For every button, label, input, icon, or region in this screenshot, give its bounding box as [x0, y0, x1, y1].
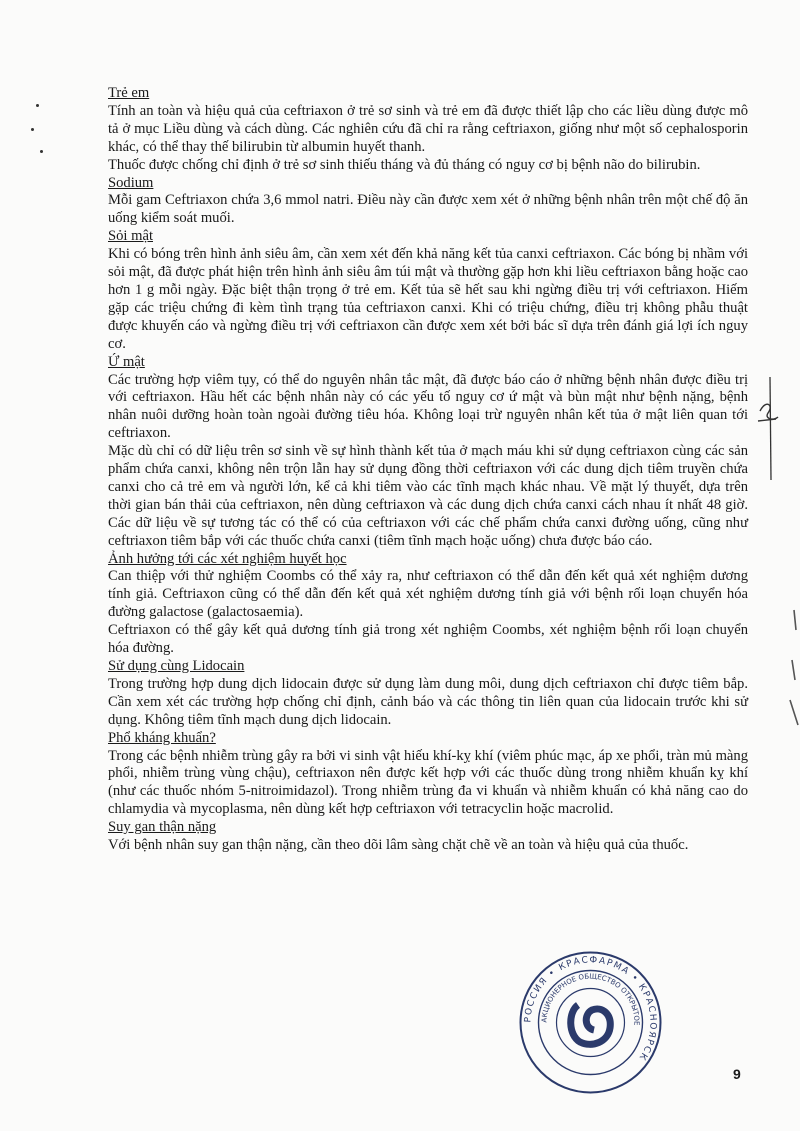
section-paragraph: Trong trường hợp dung dịch lidocain được sử dụng làm dung môi, dung dịch ceftriaxon chỉ được tiêm bắp. Cần xem xét các trường hợp chống chỉ định, cảnh báo và các thông tin liên quan của lidocain trước khi sử dụng. Không tiêm tĩnh mạch dung dịch lidocain. — [108, 675, 748, 728]
section-heading: Phổ kháng khuẩn? — [108, 729, 216, 746]
svg-text:РОССИЯ • КРАСФАРМА • КРАСНОЯРС: РОССИЯ • КРАСФАРМА • КРАСНОЯРСК — [523, 955, 658, 1063]
section-paragraph: Mỗi gam Ceftriaxon chứa 3,6 mmol natri. Điều này cần được xem xét ở những bệnh nhân trên một chế độ ăn uống kiểm soát muối. — [108, 192, 748, 227]
section-heading: Ứ mật — [108, 353, 145, 370]
section-paragraph: Khi có bóng trên hình ảnh siêu âm, cần xem xét đến khả năng kết tủa canxi ceftriaxon. Các bóng bị nhầm với sỏi mật, đã được phát hiện trên hình ảnh siêu âm túi mật và thường gặp hơn khi liều ceftriaxon bằng hoặc cao hơn 1 g mỗi ngày. Đặc biệt thận trọng ở trẻ em. Kết tủa sẽ hết sau khi ngừng điều trị với ceftriaxon. Hiếm gặp các triệu chứng đi kèm tình trạng tủa ceftriaxon canxi. Khi có triệu chứng, điều trị không phẫu thuật được khuyến cáo và ngừng điều trị với ceftriaxon cần được xem xét bởi bác sĩ dựa trên đánh giá lợi ích nguy cơ. — [108, 246, 748, 352]
section-paragraph: Với bệnh nhân suy gan thận nặng, cần theo dõi lâm sàng chặt chẽ về an toàn và hiệu quả của thuốc. — [108, 837, 689, 854]
page-number: 9 — [733, 1066, 741, 1082]
section-paragraph: Các trường hợp viêm tụy, có thể do nguyên nhân tắc mật, đã được báo cáo ở những bệnh nhân được điều trị với ceftriaxon. Hầu hết các bệnh nhân này có các yếu tố nguy cơ ứ mật và bùn mật như bệnh nặng, bệnh nhân nuôi dưỡng hoàn toàn ngoài đường tiêu hóa. Không loại trừ nguyên nhân kết tủa ở mật liên quan tới ceftriaxon. — [108, 371, 748, 442]
margin-dot — [36, 104, 39, 107]
margin-dot — [31, 128, 34, 131]
company-seal — [518, 950, 663, 1095]
section-heading: Ảnh hưởng tới các xét nghiệm huyết học — [108, 550, 347, 567]
section-paragraph: Ceftriaxon có thể gây kết quả dương tính giả trong xét nghiệm Coombs, xét nghiệm bệnh rối loạn chuyển hóa đường. — [108, 622, 748, 657]
section-paragraph: Tính an toàn và hiệu quả của ceftriaxon ở trẻ sơ sinh và trẻ em đã được thiết lập cho các liều dùng được mô tả ở mục Liều dùng và cách dùng. Các nghiên cứu đã chỉ ra rằng ceftriaxon, giống như một số cephalosporin khác, có thể thay thế bilirubin từ albumin huyết thanh. — [108, 102, 748, 155]
section-heading: Sodium — [108, 174, 154, 191]
section-paragraph: Trong các bệnh nhiễm trùng gây ra bởi vi sinh vật hiếu khí-kỵ khí (viêm phúc mạc, áp xe phổi, tràn mủ màng phổi, nhiễm trùng vùng chậu), ceftriaxon nên được kết hợp với các thuốc dùng trong nhiễm khuẩn kỵ khí (như các thuốc nhóm 5-nitroimidazol). Trong nhiễm trùng đa vi khuẩn và nhiễm khuẩn có khả năng cao do chlamydia và mycoplasma, nên dùng kết hợp ceftriaxon với tetracyclin hoặc macrolid. — [108, 747, 748, 818]
section-paragraph: Can thiệp với thử nghiệm Coombs có thể xảy ra, như ceftriaxon có thể dẫn đến kết quả xét nghiệm dương tính giả. Ceftriaxon cũng có thể dẫn đến kết quả xét nghiệm dương tính giả với bệnh rối loạn chuyển hóa đường galactose (galactosaemia). — [108, 568, 748, 621]
section-heading: Sỏi mật — [108, 228, 153, 245]
section-paragraph: Thuốc được chống chỉ định ở trẻ sơ sinh thiếu tháng và đủ tháng có nguy cơ bị bệnh não do bilirubin. — [108, 156, 701, 173]
section-heading: Trẻ em — [108, 85, 150, 101]
document-body — [108, 85, 748, 855]
section-paragraph: Mặc dù chỉ có dữ liệu trên sơ sinh về sự hình thành kết tủa ở mạch máu khi sử dụng ceftriaxon cùng các sản phẩm chứa canxi, không nên trộn lẫn hay sử dụng đồng thời ceftriaxon với các dung dịch tiêm truyền chứa canxi cho cả trẻ em và người lớn, kể cả khi tiêm vào các tĩnh mạch khác nhau. Về mặt lý thuyết, dựa trên thời gian bán thải của ceftriaxon, nên dùng ceftriaxon và các dung dịch chứa canxi cách nhau ít nhất 48 giờ. Các dữ liệu về sự tương tác có thể có của ceftriaxon với các chế phẩm chứa canxi đường uống, cũng như ceftriaxon tiêm bắp với các thuốc chứa canxi (tiêm tĩnh mạch hoặc uống) chưa được báo cáo. — [108, 443, 748, 549]
svg-text:АКЦИОНЕРНОЕ ОБЩЕСТВО ОТКРЫТОЕ: АКЦИОНЕРНОЕ ОБЩЕСТВО ОТКРЫТОЕ — [540, 972, 641, 1026]
handwritten-margin-mark — [752, 375, 800, 485]
section-heading: Sử dụng cùng Lidocain — [108, 658, 245, 674]
margin-dot — [40, 150, 43, 153]
section-heading: Suy gan thận nặng — [108, 819, 217, 836]
scan-artifact-edge-marks — [780, 600, 800, 750]
